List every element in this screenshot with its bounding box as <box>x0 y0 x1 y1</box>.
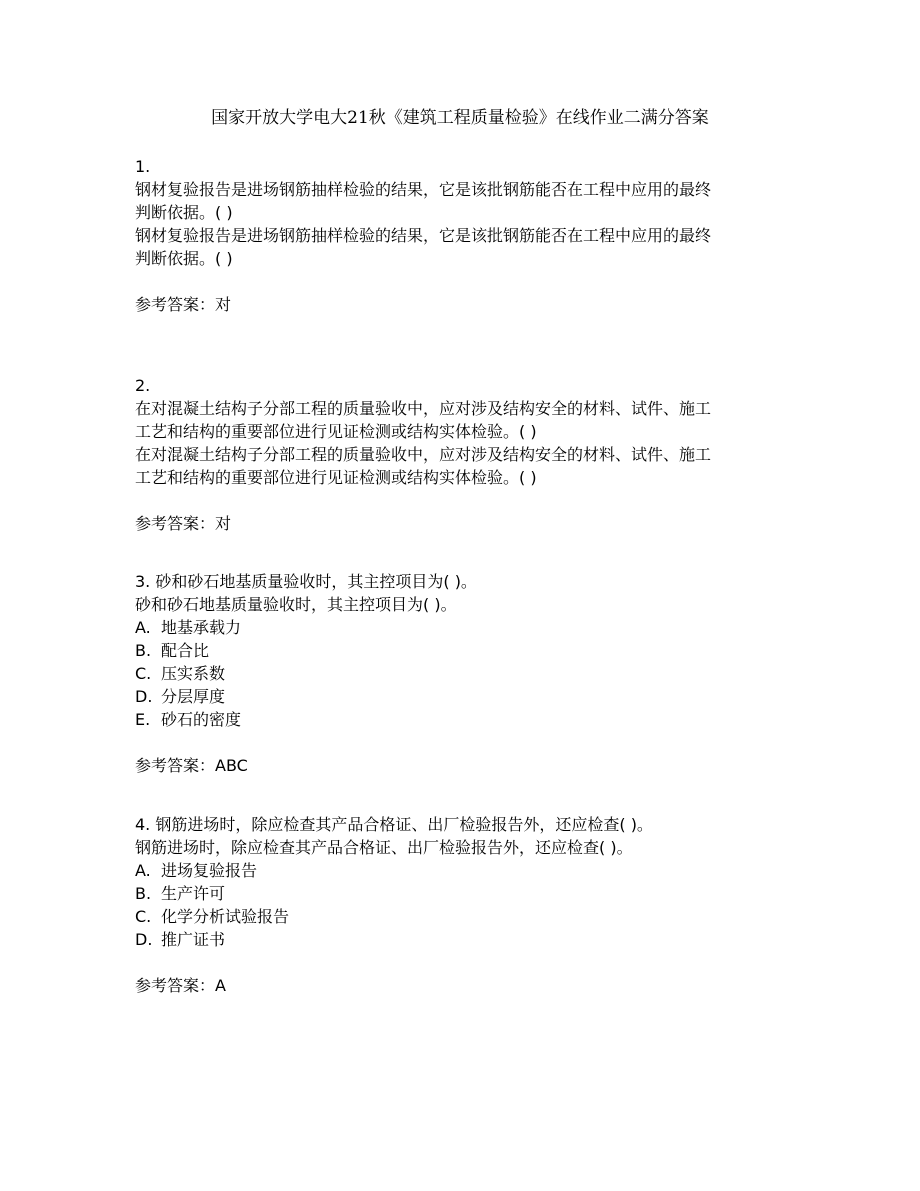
reference-answer: 参考答案：ABC <box>135 756 248 775</box>
option-letter: B. <box>135 884 152 903</box>
option-text: 化学分析试验报告 <box>161 907 290 926</box>
question-3 <box>135 570 795 777</box>
option-a <box>135 859 795 882</box>
reference-answer: 参考答案：A <box>135 976 226 995</box>
stem-line: 在对混凝土结构子分部工程的质量验收中，应对涉及结构安全的材料、试件、施工 <box>135 445 712 464</box>
option-text: 砂石的密度 <box>161 710 242 729</box>
question-4 <box>135 813 795 997</box>
option-text: 生产许可 <box>161 884 226 903</box>
option-letter: C. <box>135 907 152 926</box>
option-text: 进场复验报告 <box>161 861 258 880</box>
option-letter: B. <box>135 641 152 660</box>
option-letter: A. <box>135 618 151 637</box>
page-title: 国家开放大学电大21秋《建筑工程质量检验》在线作业二满分答案 <box>211 108 709 128</box>
option-d <box>135 685 795 708</box>
question-stem <box>135 178 795 270</box>
question-heading-text: 砂和砂石地基质量验收时，其主控项目为( )。 <box>155 572 477 591</box>
question-heading <box>135 813 795 836</box>
question-number: 3. <box>135 572 151 591</box>
question-number: 4. <box>135 815 151 834</box>
question-2 <box>135 374 795 535</box>
option-e <box>135 708 795 731</box>
option-b <box>135 639 795 662</box>
question-stem <box>135 397 795 489</box>
stem-line: 判断依据。( ) <box>135 249 233 268</box>
option-letter: C. <box>135 664 152 683</box>
option-letter: D. <box>135 930 153 949</box>
stem-line: 判断依据。( ) <box>135 203 233 222</box>
option-text: 推广证书 <box>161 930 226 949</box>
option-text: 分层厚度 <box>161 687 226 706</box>
option-list <box>135 616 795 731</box>
option-d <box>135 928 795 951</box>
question-1 <box>135 155 795 316</box>
option-list <box>135 859 795 951</box>
reference-answer: 参考答案：对 <box>135 514 232 533</box>
stem-line: 工艺和结构的重要部位进行见证检测或结构实体检验。( ) <box>135 468 537 487</box>
question-heading <box>135 570 795 593</box>
option-text: 配合比 <box>161 641 210 660</box>
question-number: 1. <box>135 157 151 176</box>
question-stem: 砂和砂石地基质量验收时，其主控项目为( )。 <box>135 595 457 614</box>
reference-answer: 参考答案：对 <box>135 295 232 314</box>
option-b <box>135 882 795 905</box>
stem-line: 钢材复验报告是进场钢筋抽样检验的结果，它是该批钢筋能否在工程中应用的最终 <box>135 226 712 245</box>
stem-line: 工艺和结构的重要部位进行见证检测或结构实体检验。( ) <box>135 422 537 441</box>
stem-line: 钢材复验报告是进场钢筋抽样检验的结果，它是该批钢筋能否在工程中应用的最终 <box>135 180 712 199</box>
question-number: 2. <box>135 376 151 395</box>
question-heading-text: 钢筋进场时，除应检查其产品合格证、出厂检验报告外，还应检查( )。 <box>155 815 653 834</box>
question-list <box>135 155 795 997</box>
option-text: 地基承载力 <box>161 618 242 637</box>
option-c <box>135 662 795 685</box>
stem-line: 在对混凝土结构子分部工程的质量验收中，应对涉及结构安全的材料、试件、施工 <box>135 399 712 418</box>
option-letter: D. <box>135 687 153 706</box>
question-stem: 钢筋进场时，除应检查其产品合格证、出厂检验报告外，还应检查( )。 <box>135 838 633 857</box>
option-a <box>135 616 795 639</box>
option-letter: E. <box>135 710 151 729</box>
option-letter: A. <box>135 861 151 880</box>
option-text: 压实系数 <box>161 664 226 683</box>
option-c <box>135 905 795 928</box>
